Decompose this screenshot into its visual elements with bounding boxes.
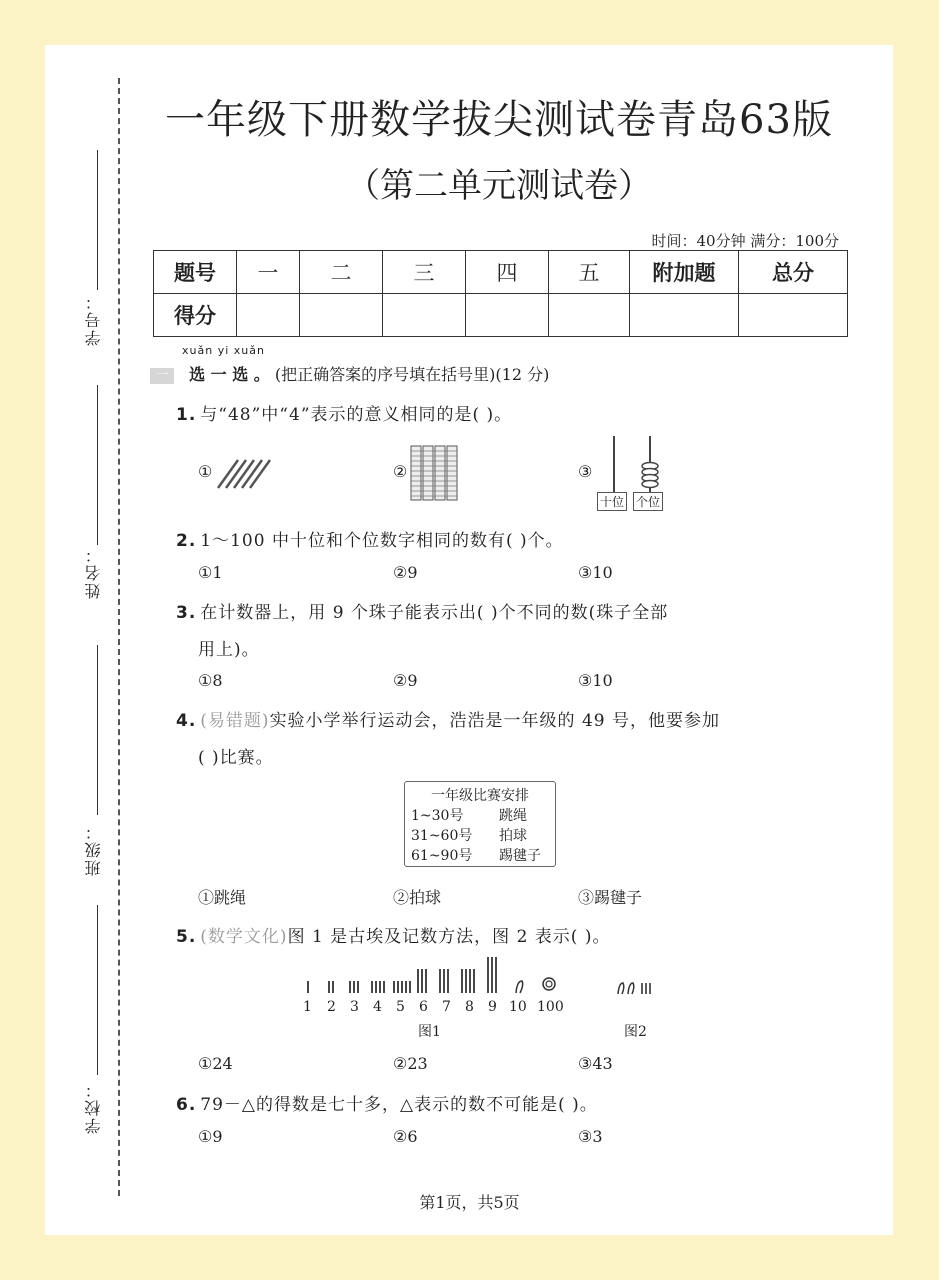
figure-1-caption: 图1: [418, 1024, 441, 1040]
schedule-range: 1~30号: [411, 808, 464, 824]
schedule-row: [411, 846, 549, 866]
fig-number: 3: [350, 999, 359, 1015]
option-3-c[interactable]: ③10: [578, 671, 613, 690]
score-header-cell: 三: [383, 251, 466, 294]
fig-number: 10: [509, 999, 527, 1015]
section-number-badge: 一: [150, 368, 174, 384]
question-tag: (数学文化): [200, 927, 288, 947]
fig-number: 7: [442, 999, 451, 1015]
option-1-a[interactable]: ①: [198, 462, 213, 481]
abacus-ones-label: 个位: [633, 492, 663, 511]
question-tag: (易错题): [200, 711, 270, 731]
score-header-cell: 五: [549, 251, 630, 294]
score-header-cell: 二: [300, 251, 383, 294]
class-label: 班级：: [84, 822, 103, 876]
score-value-row: [154, 294, 848, 337]
fig-number: 1: [303, 999, 312, 1015]
option-6-a[interactable]: ①9: [198, 1127, 223, 1146]
schedule-row: [411, 806, 549, 826]
page-footer: 第1页，共5页: [419, 1193, 520, 1212]
score-header-cell: 四: [466, 251, 549, 294]
page-subtitle: （第二单元测试卷）: [346, 166, 652, 206]
question-text: 在计数器上，用 9 个珠子能表示出( )个不同的数(珠子全部: [200, 603, 669, 623]
score-cell[interactable]: [549, 294, 630, 337]
figure-2-caption: 图2: [624, 1024, 647, 1040]
option-4-b[interactable]: ②拍球: [393, 888, 442, 907]
question-number: 3.: [176, 603, 197, 623]
question-number: 5.: [176, 927, 197, 947]
school-line[interactable]: [97, 905, 98, 1075]
question-text: 与“48”中“4”表示的意义相同的是( )。: [200, 405, 513, 425]
question-text: 79－△的得数是七十多，△表示的数不可能是( )。: [200, 1095, 598, 1115]
question-4: [176, 706, 720, 731]
question-text: 图 1 是古埃及记数方法，图 2 表示( )。: [287, 927, 611, 947]
student-id-line[interactable]: [97, 150, 98, 290]
option-6-b[interactable]: ②6: [393, 1127, 418, 1146]
question-number: 6.: [176, 1095, 197, 1115]
question-text: 实验小学举行运动会，浩浩是一年级的 49 号，他要参加: [269, 711, 721, 731]
cube-rods-icon: [410, 444, 460, 502]
score-row-label: 得分: [154, 294, 237, 337]
egyptian-numerals-figure-2: [616, 981, 660, 995]
option-2-b[interactable]: ②9: [393, 563, 418, 582]
fig-number: 6: [419, 999, 428, 1015]
question-4-continued: ( )比赛。: [198, 748, 274, 768]
score-cell[interactable]: [300, 294, 383, 337]
schedule-row: [411, 826, 549, 846]
option-5-c[interactable]: ③43: [578, 1054, 613, 1073]
question-1: [176, 400, 512, 425]
binding-dashed-line: [118, 78, 120, 1196]
schedule-event: 踢毽子: [499, 848, 541, 864]
question-2: [176, 526, 564, 551]
paper-sheet: [45, 45, 893, 1235]
score-cell[interactable]: [739, 294, 848, 337]
question-6: [176, 1090, 598, 1115]
option-6-c[interactable]: ③3: [578, 1127, 603, 1146]
school-label: 学校：: [84, 1080, 103, 1134]
fig-number: 100: [537, 999, 564, 1015]
score-header-row: [154, 251, 848, 294]
option-4-a[interactable]: ①跳绳: [198, 888, 247, 907]
score-table: [153, 250, 848, 337]
time-info: 时间：40分钟 满分：100分: [651, 232, 839, 250]
question-number: 2.: [176, 531, 197, 551]
score-header-cell: 题号: [154, 251, 237, 294]
question-text: 1～100 中十位和个位数字相同的数有( )个。: [200, 531, 564, 551]
sticks-icon: [216, 456, 272, 490]
fig-number: 2: [327, 999, 336, 1015]
question-5: [176, 922, 610, 947]
fig-number: 9: [488, 999, 497, 1015]
schedule-range: 31~60号: [411, 828, 473, 844]
option-2-a[interactable]: ①1: [198, 563, 223, 582]
class-line[interactable]: [97, 645, 98, 815]
question-3-continued: 用上)。: [198, 640, 260, 660]
schedule-box: [404, 781, 556, 867]
schedule-title: 一年级比赛安排: [431, 788, 529, 804]
egyptian-numerals-figure-1: [298, 955, 578, 995]
score-cell[interactable]: [237, 294, 300, 337]
abacus-icon: [596, 434, 670, 494]
schedule-range: 61~90号: [411, 848, 473, 864]
question-3: [176, 598, 668, 623]
schedule-event: 拍球: [499, 828, 527, 844]
name-line[interactable]: [97, 385, 98, 545]
score-header-cell: 一: [237, 251, 300, 294]
fig-number: 5: [396, 999, 405, 1015]
score-header-cell: 附加题: [630, 251, 739, 294]
score-cell[interactable]: [630, 294, 739, 337]
fig-number: 4: [373, 999, 382, 1015]
score-header-cell: 总分: [739, 251, 848, 294]
option-5-b[interactable]: ②23: [393, 1054, 428, 1073]
section-pinyin: xuǎn yi xuǎn: [182, 344, 265, 357]
name-label: 姓名：: [84, 545, 103, 599]
fig-number: 8: [465, 999, 474, 1015]
option-1-c[interactable]: ③: [578, 462, 593, 481]
option-4-c[interactable]: ③踢毽子: [578, 888, 643, 907]
section-title: 选 一 选 。: [189, 365, 270, 384]
option-3-b[interactable]: ②9: [393, 671, 418, 690]
question-number: 1.: [176, 405, 197, 425]
section-instruction: (把正确答案的序号填在括号里)(12 分): [274, 365, 550, 384]
score-cell[interactable]: [466, 294, 549, 337]
option-2-c[interactable]: ③10: [578, 563, 613, 582]
option-5-a[interactable]: ①24: [198, 1054, 233, 1073]
page-title: 一年级下册数学拔尖测试卷青岛63版: [165, 97, 833, 143]
question-number: 4.: [176, 711, 197, 731]
abacus-tens-label: 十位: [597, 492, 627, 511]
student-id-label: 学号：: [84, 292, 103, 346]
score-cell[interactable]: [383, 294, 466, 337]
option-3-a[interactable]: ①8: [198, 671, 223, 690]
section-header: [150, 362, 549, 385]
option-1-b[interactable]: ②: [393, 462, 408, 481]
schedule-event: 跳绳: [499, 808, 527, 824]
